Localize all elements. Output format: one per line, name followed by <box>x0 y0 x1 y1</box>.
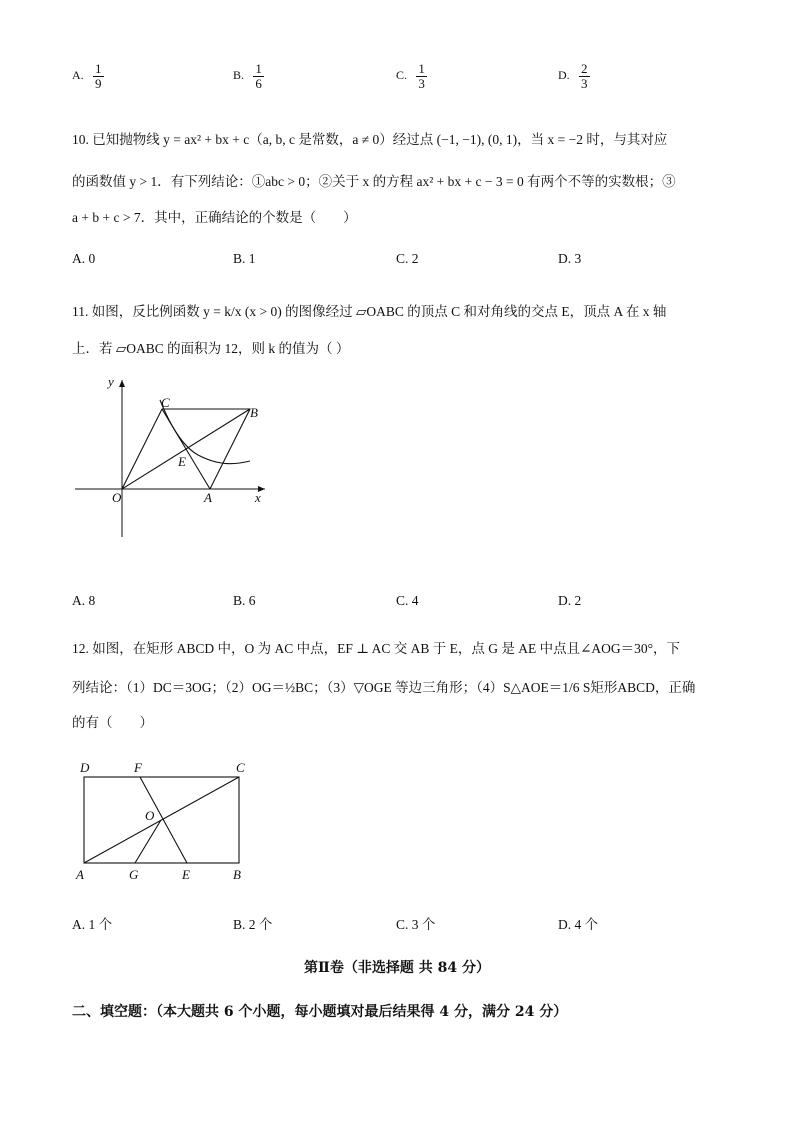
q10-line-1: 10. 已知抛物线 y = ax² + bx + c（a, b, c 是常数，a ≠ 0）经过点 (−1, −1), (0, 1)，当 x = −2 时，与其对应 <box>72 132 668 147</box>
q10-option-d: D. 3 <box>558 251 582 266</box>
fill-in-heading: 二、填空题：（本大题共 6 个小题，每小题填对最后结果得 4 分，满分 24 分） <box>72 1004 568 1020</box>
q11-line-2: 上．若 ▱OABC 的面积为 12，则 k 的值为（ ） <box>72 341 350 356</box>
q12-line-1: 12. 如图，在矩形 ABCD 中，O 为 AC 中点，EF ⊥ AC 交 AB 于 E，点 G 是 AE 中点且∠AOG＝30°，下 <box>72 641 681 656</box>
q12-option-a: A. 1 个 <box>72 917 113 932</box>
label-o: O <box>112 490 122 505</box>
q10-option-a: A. 0 <box>72 251 96 266</box>
hyperbola-curve <box>160 400 250 464</box>
label-x: x <box>255 490 261 505</box>
q11-option-d: D. 2 <box>558 593 582 608</box>
q12-figure <box>72 755 262 885</box>
q9-option-d: D. $\frac{2}{3}$ <box>558 61 588 91</box>
q11-figure <box>70 370 280 545</box>
q10-option-c: C. 2 <box>396 251 419 266</box>
label-y: y <box>108 374 114 389</box>
q9-option-c: C. $\frac{1}{3}$ <box>396 61 425 91</box>
label-o: O <box>145 808 155 823</box>
label-g: G <box>129 867 139 882</box>
q10-line-3: a + b + c > 7．其中，正确结论的个数是（ ） <box>72 210 357 225</box>
label-b: B <box>250 405 258 420</box>
q12-line-3: 的有（ ） <box>72 715 153 730</box>
label-a: A <box>76 867 84 882</box>
label-d: D <box>80 760 90 775</box>
diagonal-ac <box>84 777 239 863</box>
label-e: E <box>182 867 190 882</box>
q9-option-a: A. $\frac{1}{9}$ <box>72 61 102 91</box>
label-c: C <box>236 760 245 775</box>
q10-option-b: B. 1 <box>233 251 256 266</box>
y-axis-arrow <box>119 380 125 387</box>
q12-line-2: 列结论：（1）DC＝3OG；（2）OG＝½BC；（3）▽OGE 等边三角形；（4）S△AOE＝1/6 S矩形ABCD，正确 <box>72 680 696 695</box>
label-e: E <box>178 454 186 469</box>
label-a: A <box>204 490 212 505</box>
q11-option-a: A. 8 <box>72 593 96 608</box>
label-f: F <box>134 760 142 775</box>
segment-og <box>135 820 161 863</box>
label-b: B <box>233 867 241 882</box>
q11-option-c: C. 4 <box>396 593 419 608</box>
q11-option-b: B. 6 <box>233 593 256 608</box>
q12-option-d: D. 4 个 <box>558 917 599 932</box>
q11-line-1: 11. 如图，反比例函数 y = k/x (x > 0) 的图像经过 ▱OABC 的顶点 C 和对角线的交点 E，顶点 A 在 x 轴 <box>72 304 667 319</box>
q10-line-2: 的函数值 y > 1．有下列结论：①abc > 0；②关于 x 的方程 ax² + bx + c − 3 = 0 有两个不等的实数根；③ <box>72 174 676 189</box>
section-ii-title: 第Ⅱ卷（非选择题 共 84 分） <box>304 960 490 976</box>
q9-option-b: B. $\frac{1}{6}$ <box>233 61 262 91</box>
q12-option-c: C. 3 个 <box>396 917 436 932</box>
label-c: C <box>161 395 170 410</box>
q12-option-b: B. 2 个 <box>233 917 273 932</box>
